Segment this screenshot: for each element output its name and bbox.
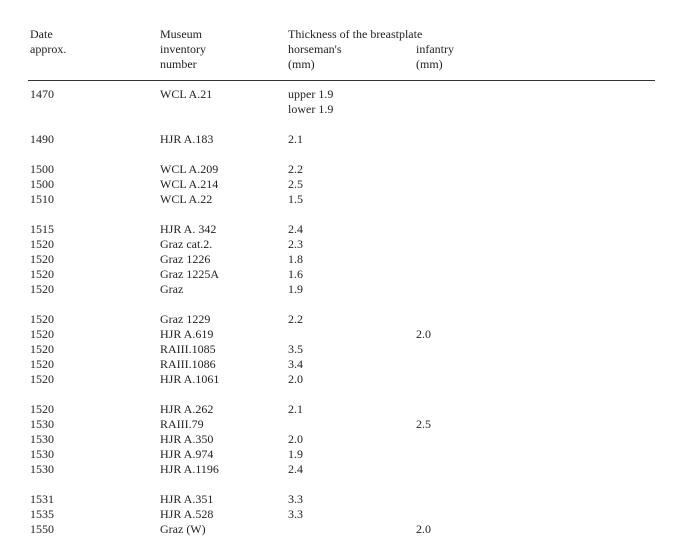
horseman-thickness-cell: 2.3: [288, 237, 303, 251]
header-museum-line: Museum: [160, 27, 202, 41]
inventory-cell: Graz cat.2.: [160, 237, 213, 251]
header-horseman-unit: (mm): [288, 57, 315, 71]
inventory-cell: HJR A.1196: [160, 462, 219, 476]
table-row: [0, 252, 685, 267]
inventory-cell: Graz 1226: [160, 252, 211, 266]
horseman-thickness-cell: 2.0: [288, 372, 303, 386]
inventory-cell: Graz 1225A: [160, 267, 219, 281]
header-thickness: [288, 27, 422, 42]
date-cell: 1531: [30, 492, 54, 506]
date-cell: 1535: [30, 507, 54, 521]
horseman-thickness-cell: 3.3: [288, 492, 303, 506]
horseman-thickness-cell: 2.2: [288, 312, 303, 326]
horseman-thickness-cell: 3.5: [288, 342, 303, 356]
date-cell: 1490: [30, 132, 54, 146]
horseman-thickness-cell: upper 1.9 lower 1.9: [288, 87, 334, 116]
table-row: [0, 237, 685, 252]
inventory-cell: HJR A.1061: [160, 372, 220, 386]
header-horseman-line: horseman's: [288, 42, 342, 56]
inventory-cell: WCL A.209: [160, 162, 219, 176]
inventory-cell: WCL A.214: [160, 177, 219, 191]
table-row: [0, 462, 685, 477]
table-row: [0, 492, 685, 507]
date-cell: 1520: [30, 282, 54, 296]
table-row: [0, 432, 685, 447]
horseman-thickness-cell: 3.4: [288, 357, 303, 371]
date-cell: 1515: [30, 222, 54, 236]
infantry-thickness-cell: 2.0: [416, 522, 431, 536]
inventory-cell: HJR A.619: [160, 327, 214, 341]
date-cell: 1520: [30, 267, 54, 281]
table-row: [0, 222, 685, 237]
header-horseman: [288, 42, 341, 72]
table-row: [0, 192, 685, 207]
horseman-thickness-cell: 2.1: [288, 402, 303, 416]
table-row: [0, 162, 685, 177]
date-cell: 1520: [30, 357, 54, 371]
header-thickness-line: Thickness of the breastplate: [288, 27, 423, 41]
inventory-cell: Graz: [160, 282, 184, 296]
inventory-cell: WCL A.22: [160, 192, 213, 206]
date-cell: 1530: [30, 447, 54, 461]
inventory-cell: HJR A.974: [160, 447, 214, 461]
date-cell: 1520: [30, 252, 54, 266]
horseman-thickness-cell: 2.1: [288, 132, 303, 146]
header-rule: [28, 80, 655, 81]
inventory-cell: Graz (W): [160, 522, 206, 536]
inventory-cell: RAIII.79: [160, 417, 204, 431]
date-cell: 1520: [30, 237, 54, 251]
date-cell: 1510: [30, 192, 54, 206]
date-cell: 1520: [30, 327, 54, 341]
date-cell: 1530: [30, 417, 54, 431]
date-cell: 1500: [30, 162, 54, 176]
header-museum-line: number: [160, 57, 197, 71]
horseman-thickness-cell: 1.6: [288, 267, 303, 281]
inventory-cell: Graz 1229: [160, 312, 211, 326]
horseman-thickness-cell: 2.2: [288, 162, 303, 176]
table-row: [0, 327, 685, 342]
header-date: [30, 27, 66, 57]
date-cell: 1530: [30, 432, 54, 446]
table-row: [0, 372, 685, 387]
inventory-cell: RAIII.1086: [160, 357, 216, 371]
inventory-cell: HJR A. 342: [160, 222, 217, 236]
table-row: [0, 357, 685, 372]
table-row: [0, 417, 685, 432]
inventory-cell: HJR A.528: [160, 507, 214, 521]
inventory-cell: WCL A.21: [160, 87, 213, 101]
horseman-thickness-cell: 2.4: [288, 462, 303, 476]
table-row: [0, 282, 685, 297]
table-row: [0, 267, 685, 282]
table-row: [0, 447, 685, 462]
table-row: [0, 342, 685, 357]
table-row: [0, 132, 685, 147]
table-row: [0, 312, 685, 327]
header-museum-line: inventory: [160, 42, 206, 56]
header-infantry: [416, 42, 454, 72]
horseman-thickness-cell: 1.8: [288, 252, 303, 266]
horseman-thickness-cell: 3.3: [288, 507, 303, 521]
date-cell: 1530: [30, 462, 54, 476]
header-infantry-line: infantry: [416, 42, 454, 56]
table-row: [0, 507, 685, 522]
inventory-cell: HJR A.262: [160, 402, 214, 416]
date-cell: 1520: [30, 372, 54, 386]
table-row: [0, 177, 685, 192]
header-infantry-unit: (mm): [416, 57, 443, 71]
inventory-cell: HJR A.350: [160, 432, 214, 446]
inventory-cell: RAIII.1085: [160, 342, 216, 356]
table-row: [0, 402, 685, 417]
table-body: [0, 87, 685, 537]
header-date-line: Date: [30, 27, 53, 41]
horseman-thickness-cell: 1.5: [288, 192, 303, 206]
header-date-line: approx.: [30, 42, 67, 56]
header-museum-inventory: [160, 27, 206, 72]
date-cell: 1550: [30, 522, 54, 536]
date-cell: 1520: [30, 402, 54, 416]
horseman-thickness-cell: 2.4: [288, 222, 303, 236]
horseman-thickness-cell: 2.0: [288, 432, 303, 446]
date-cell: 1470: [30, 87, 54, 101]
date-cell: 1520: [30, 342, 54, 356]
horseman-thickness-cell: 1.9: [288, 282, 303, 296]
inventory-cell: HJR A.351: [160, 492, 214, 506]
horseman-thickness-cell: 1.9: [288, 447, 303, 461]
infantry-thickness-cell: 2.5: [416, 417, 431, 431]
horseman-thickness-cell: 2.5: [288, 177, 303, 191]
table-row: [0, 87, 685, 117]
date-cell: 1500: [30, 177, 54, 191]
table-row: [0, 522, 685, 537]
date-cell: 1520: [30, 312, 54, 326]
inventory-cell: HJR A.183: [160, 132, 214, 146]
infantry-thickness-cell: 2.0: [416, 327, 431, 341]
